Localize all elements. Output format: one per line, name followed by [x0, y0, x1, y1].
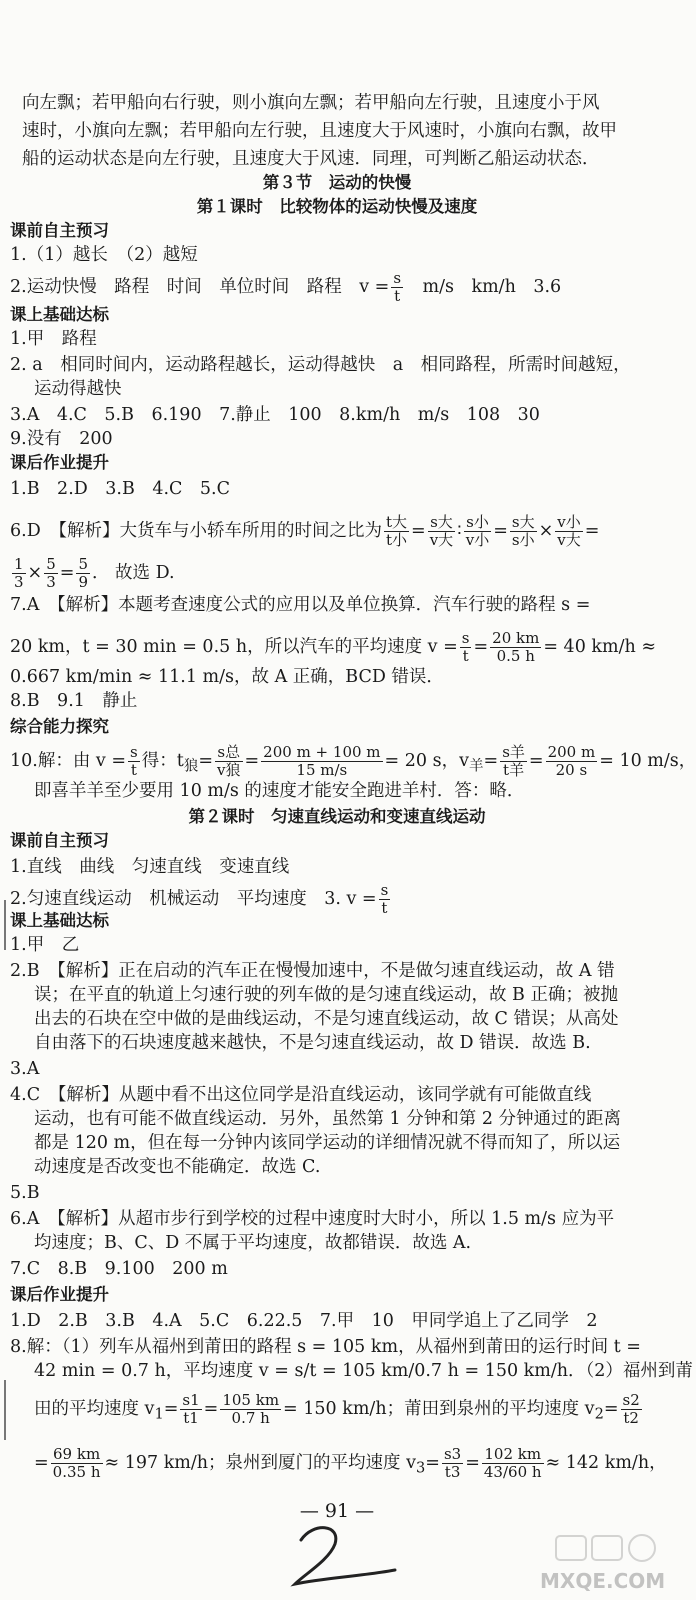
margin-mark	[4, 900, 6, 950]
formula-line: 田的平均速度 $v_1=$ $\frac{s1}{t1}$ = $\frac{105 km}{0.7 h}$ = 150 km/h；莆田到泉州的平均速度 $v_2=$ $\frac{s2}{t2}$	[34, 1391, 640, 1427]
text-line: 误；在平直的轨道上匀速行驶的列车做的是匀速直线运动，故 B 正确；被抛	[34, 985, 618, 1005]
text-line: 8.B 9.1 静止	[10, 691, 138, 711]
lesson-title: 第２课时 匀速直线运动和变速直线运动	[188, 807, 486, 826]
text-line: 6.A 【解析】从超市步行到学校的过程中速度时大时小，所以 1.5 m/s 应为平	[10, 1209, 615, 1229]
text-line: 动速度是否改变也不能确定．故选 C.	[34, 1157, 321, 1177]
text-line: 船的运动状态是向左行驶，且速度大于风速．同理，可判断乙船运动状态．	[22, 149, 600, 169]
text-line: 1.直线 曲线 匀速直线 变速直线	[10, 857, 290, 877]
text-line: 3.A 4.C 5.B 6.190 7.静止 100 8.km/h m/s 108 30	[10, 405, 540, 425]
text-line: 2. a 相同时间内，运动路程越长，运动得越快 a 相同路程，所需时间越短，	[10, 355, 631, 375]
text-line: 1.甲 乙	[10, 935, 80, 955]
text-line: 自由落下的石块速度越来越快，不是匀速直线运动，故 D 错误．故选 B.	[34, 1033, 591, 1053]
text-line: 4.C 【解析】从题中看不出这位同学是沿直线运动，该同学就有可能做直线	[10, 1085, 592, 1105]
section-heading: 课后作业提升	[10, 453, 109, 472]
text-line: 1.B 2.D 3.B 4.C 5.C	[10, 479, 231, 499]
watermark-logo	[506, 1532, 666, 1594]
text-line: 1.（1）越长 （2）越短	[10, 245, 198, 265]
text-line: 运动，也有可能不做直线运动．另外，虽然第 1 分钟和第 2 分钟通过的距离	[34, 1109, 622, 1129]
section-heading: 综合能力探究	[10, 717, 109, 736]
text-line: 速时，小旗向左飘；若甲船向左行驶，且速度大于风速时，小旗向右飘，故甲	[22, 121, 617, 141]
formula-line: = $\frac{69 km}{0.35 h}$ ≈ 197 km/h；泉州到厦门的平均速度 $v_3=$ $\frac{s3}{t3}$ = $\frac{102 km}{43/60 h}$ ≈ 142 km/h，	[34, 1445, 667, 1481]
lesson-title: 第１课时 比较物体的运动快慢及速度	[196, 197, 478, 216]
text-line: 运动得越快	[34, 379, 122, 399]
text-line: 2.B 【解析】正在启动的汽车正在慢慢加速中，不是做匀速直线运动，故 A 错	[10, 961, 615, 981]
formula-line: $\frac{1}{3}$ × $\frac{5}{3}$ = $\frac{5}{9}$ ． 故选 D.	[14, 555, 175, 591]
text-line: 7.C 8.B 9.100 200 m	[10, 1259, 228, 1279]
section-heading: 课后作业提升	[10, 1285, 109, 1304]
svg-text:MXQE.COM: MXQE.COM	[540, 1569, 666, 1593]
formula-line: 20 km，t = 30 min = 0.5 h，所以汽车的平均速度 v = $\frac{s}{t}$ = $\frac{20 km}{0.5 h}$ = 40 km/h ≈	[10, 629, 656, 665]
formula-line: 2.运动快慢 路程 时间 单位时间 路程 v = $\frac{s}{t}$ m/s km/h 3.6	[10, 269, 562, 305]
text-line: 1.D 2.B 3.B 4.A 5.C 6.22.5 7.甲 10 甲同学追上了乙同学 2	[10, 1311, 598, 1331]
text-line: 向左飘；若甲船向右行驶，则小旗向左飘；若甲船向左行驶，且速度小于风	[22, 93, 600, 113]
section-heading: 课上基础达标	[10, 305, 109, 324]
formula-line: 10.解：由 v = $\frac{s}{t}$ 得：$t_狼=$ $\frac{\text{s总}}{\text{v狼}}$ = $\frac{200 m + 100 m}{15 m/s}$ = 20 s，$v_羊=$ $\frac{\text{s羊}}{\text{t羊}}$ = $\frac{200 m}{20 s}$ = 10 m/s，	[10, 743, 696, 779]
fraction: $\frac{s}{t}$	[393, 269, 402, 305]
section-title: 第３节 运动的快慢	[262, 173, 412, 192]
text-line: 出去的石块在空中做的是曲线运动，不是匀速直线运动，故 C 错误；从高处	[34, 1009, 619, 1029]
text-line: 42 min = 0.7 h，平均速度 v = s/t = 105 km/0.7 h = 150 km/h．（2）福州到莆	[34, 1361, 693, 1381]
text-line: 均速度；B、C、D 不属于平均速度，故都错误．故选 A.	[34, 1233, 472, 1253]
margin-mark	[4, 1380, 6, 1440]
text-line: 5.B	[10, 1183, 40, 1203]
text-line: 8.解：（1）列车从福州到莆田的路程 s = 105 km，从福州到莆田的运行时间 t =	[10, 1337, 641, 1357]
text-line: 3.A	[10, 1059, 40, 1079]
handwritten-mark	[283, 1518, 403, 1590]
section-heading: 课前自主预习	[10, 221, 109, 240]
text-line: 1.甲 路程	[10, 329, 97, 349]
text-line: 0.667 km/min ≈ 11.1 m/s，故 A 正确，BCD 错误．	[10, 667, 444, 687]
formula-line: 6.D 【解析】大货车与小轿车所用的时间之比为 $\frac{\text{t大}}{\text{t小}}$ = $\frac{\text{s大}}{\text{v大}}$ ∶ $\frac{\text{s小}}{\text{v小}}$ = $\frac{\text{s大}}{\text{s小}}$ × $\frac{\text{v小}}{\text{v大}}$ =	[10, 513, 600, 549]
text-line: 都是 120 m，但在每一分钟内该同学运动的详细情况就不得而知了，所以运	[34, 1133, 621, 1153]
text-line: 9.没有 200	[10, 429, 113, 449]
text-line: 即喜羊羊至少要用 10 m/s 的速度才能安全跑进羊村．答：略．	[34, 781, 525, 801]
formula-line: 2.匀速直线运动 机械运动 平均速度 3. v = $\frac{s}{t}$	[10, 881, 389, 917]
page-number: — 91 —	[299, 1500, 375, 1522]
section-heading: 课上基础达标	[10, 911, 109, 930]
text-line: 7.A 【解析】本题考查速度公式的应用以及单位换算．汽车行驶的路程 s =	[10, 595, 591, 615]
section-heading: 课前自主预习	[10, 831, 109, 850]
